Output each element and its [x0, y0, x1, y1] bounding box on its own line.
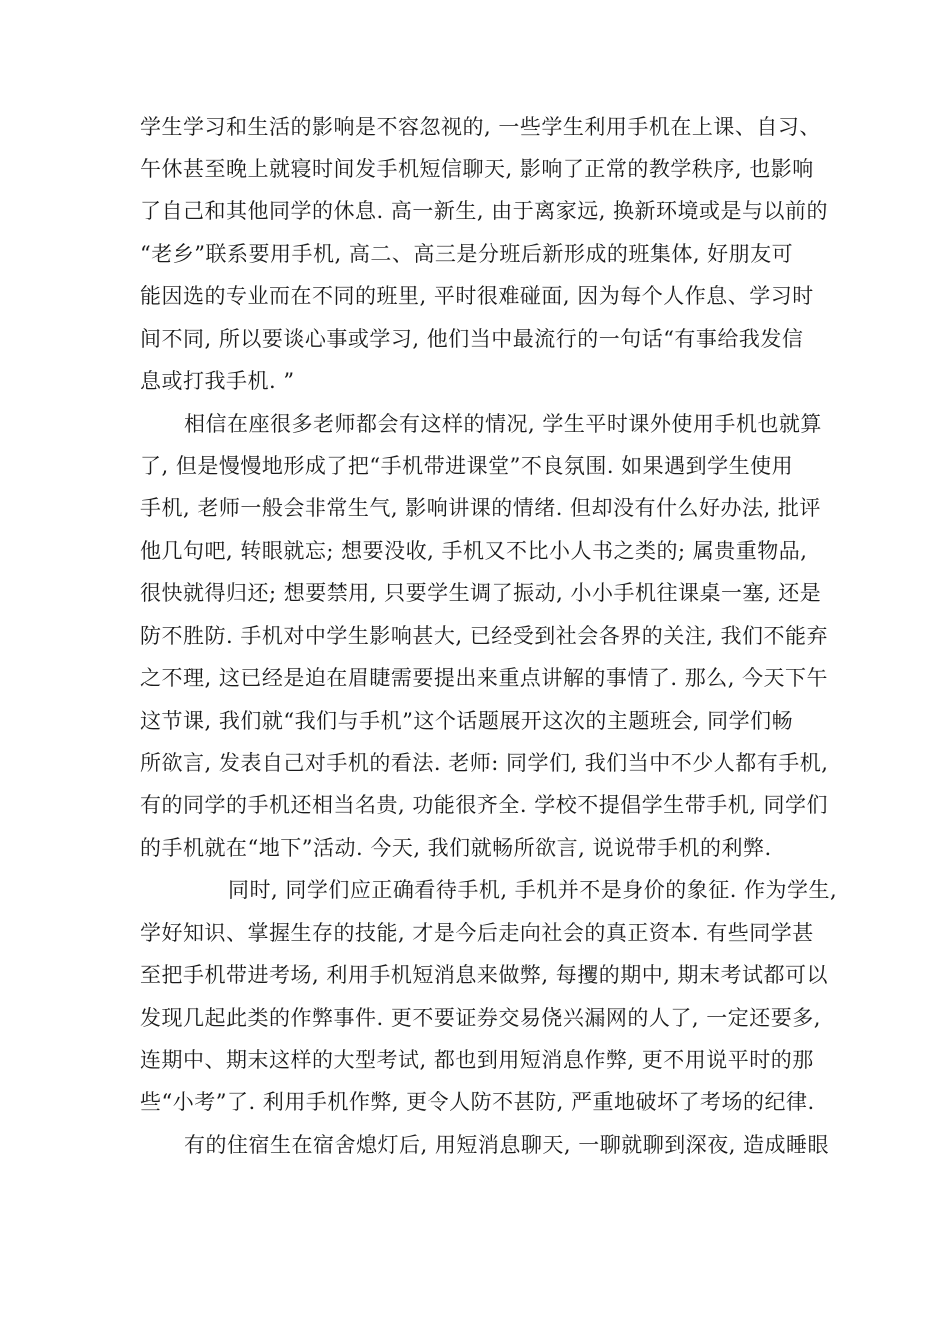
text-line: 间不同, 所以要谈心事或学习, 他们当中最流行的一句话“有事给我发信 [140, 327, 804, 351]
text-line: 他几句吧, 转眼就忘; 想要没收, 手机又不比小人书之类的; 属贵重物品, [140, 539, 808, 563]
text-line: 学生学习和生活的影响是不容忽视的, 一些学生利用手机在上课、自习、 [140, 115, 821, 139]
text-line: 所欲言, 发表自己对手机的看法. 老师: 同学们, 我们当中不少人都有手机, [140, 751, 829, 775]
text-line: “老乡”联系要用手机, 高二、高三是分班后新形成的班集体, 好朋友可 [140, 242, 794, 266]
text-line: 手机, 老师一般会非常生气, 影响讲课的情绪. 但却没有什么好办法, 批评 [140, 496, 821, 520]
text-line: 防不胜防. 手机对中学生影响甚大, 已经受到社会各界的关注, 我们不能弃 [140, 624, 829, 648]
paragraph-first-line: 相信在座很多老师都会有这样的情况, 学生平时课外使用手机也就算 [184, 412, 822, 436]
text-line: 连期中、期末这样的大型考试, 都也到用短消息作弊, 更不用说平时的那 [140, 1048, 814, 1072]
paragraph-first-line: 同时, 同学们应正确看待手机, 手机并不是身价的象征. 作为学生, [228, 878, 838, 902]
text-line: 有的同学的手机还相当名贵, 功能很齐全. 学校不提倡学生带手机, 同学们 [140, 793, 829, 817]
text-line: 了, 但是慢慢地形成了把“手机带进课堂”不良氛围. 如果遇到学生使用 [140, 454, 794, 478]
text-line: 了自己和其他同学的休息. 高一新生, 由于离家远, 换新环境或是与以前的 [140, 199, 829, 223]
text-line: 些“小考”了. 利用手机作弊, 更令人防不甚防, 严重地破坏了考场的纪律. [140, 1090, 815, 1114]
text-line: 学好知识、掌握生存的技能, 才是今后走向社会的真正资本. 有些同学甚 [140, 921, 814, 945]
text-line: 的手机就在“地下”活动. 今天, 我们就畅所欲言, 说说带手机的利弊. [140, 836, 772, 860]
paragraph-first-line: 有的住宿生在宿舍熄灯后, 用短消息聊天, 一聊就聊到深夜, 造成睡眼 [184, 1133, 830, 1157]
text-line: 很快就得归还; 想要禁用, 只要学生调了振动, 小小手机往课桌一塞, 还是 [140, 581, 822, 605]
text-line: 发现几起此类的作弊事件. 更不要证券交易侥兴漏网的人了, 一定还要多, [140, 1006, 821, 1030]
text-line: 这节课, 我们就“我们与手机”这个话题展开这次的主题班会, 同学们畅 [140, 709, 794, 733]
text-line: 之不理, 这已经是迫在眉睫需要提出来重点讲解的事情了. 那么, 今天下午 [140, 666, 829, 690]
text-line: 能因选的专业而在不同的班里, 平时很难碰面, 因为每个人作息、学习时 [140, 284, 814, 308]
text-line: 息或打我手机. ” [140, 369, 295, 393]
text-line: 午休甚至晚上就寝时间发手机短信聊天, 影响了正常的教学秩序, 也影响 [140, 157, 814, 181]
text-line: 至把手机带进考场, 利用手机短消息来做弊, 每攫的期中, 期末考试都可以 [140, 963, 829, 987]
